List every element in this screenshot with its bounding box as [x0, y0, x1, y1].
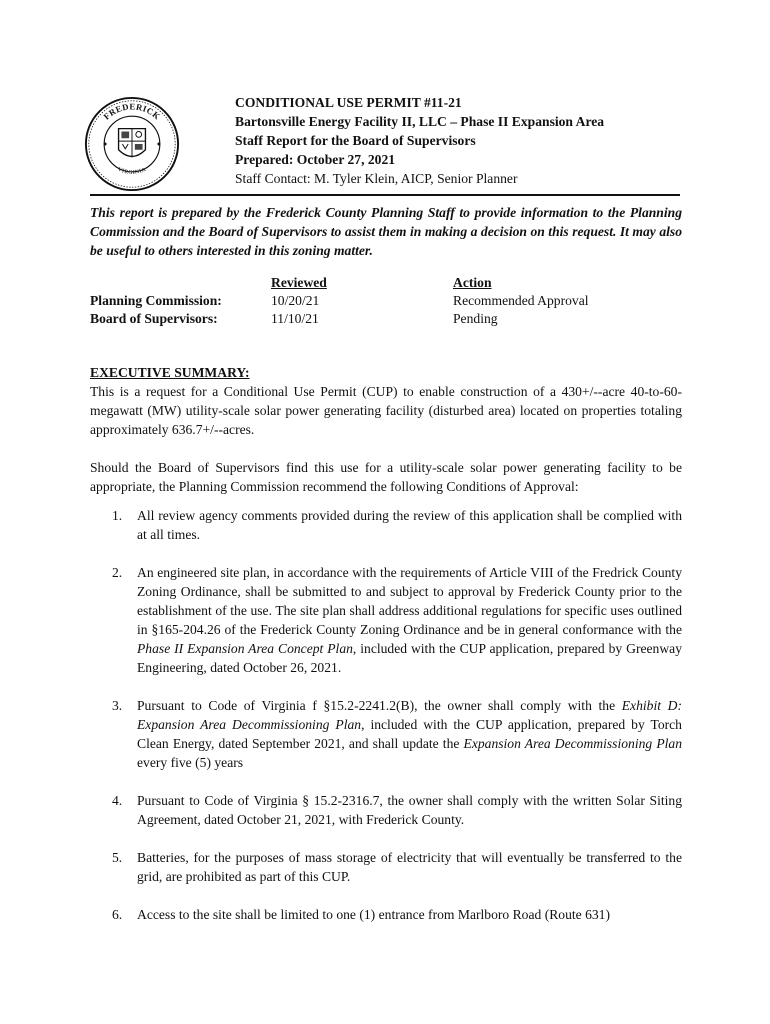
county-seal-icon [84, 96, 180, 192]
prepared-date: Prepared: October 27, 2021 [235, 152, 396, 167]
action-cell: Pending [453, 311, 498, 326]
summary-paragraph: This is a request for a Conditional Use Permit (CUP) to enable construction of a 430+/--acre 40-to-60-megawatt (MW) utility-scale solar power generating facility (disturbed area) located on properties totaling approximately 636.7+/--acres. [90, 384, 682, 437]
condition-emphasis: Expansion Area Decommissioning Plan [463, 736, 682, 751]
condition-number: 1. [112, 508, 123, 523]
condition-text: , included with the CUP application, prepared by Torch Clean Energy, dated September 2021, and shall update the [137, 717, 682, 751]
condition-text: Access to the site shall be limited to one (1) entrance from Marlboro Road (Route 631) [137, 907, 611, 922]
condition-number: 6. [112, 907, 123, 922]
action-header: Action [453, 275, 492, 290]
condition-item [90, 848, 682, 886]
condition-item [90, 696, 682, 772]
condition-emphasis: Exhibit D: Expansion Area Decommissioning Plan [137, 698, 682, 732]
reviewed-cell: 10/20/21 [271, 293, 320, 308]
condition-item [90, 791, 682, 829]
condition-text: All review agency comments provided during the review of this application shall be complied with at all times. [137, 508, 682, 542]
condition-text: An engineered site plan, in accordance with the requirements of Article VIII of the Fredrick County Zoning Ordinance, shall be submitted to and subject to approval by Frederick County prior to the establishment of the use. The site plan shall address additional regulations for specific uses outlined in §165-204.26 of the Frederick County Zoning Ordinance and be in general conformance with the [137, 565, 682, 637]
condition-text: , included with the CUP application, prepared by Greenway Engineering, dated October 26, 2021. [137, 641, 682, 675]
conditions-list [90, 506, 682, 924]
summary-heading: EXECUTIVE SUMMARY: [90, 365, 250, 380]
condition-number: 5. [112, 850, 123, 865]
condition-number: 3. [112, 698, 123, 713]
permit-title: CONDITIONAL USE PERMIT #11-21 [235, 95, 462, 110]
condition-item [90, 506, 682, 544]
condition-number: 4. [112, 793, 123, 808]
action-cell: Recommended Approval [453, 293, 589, 308]
header-divider [90, 194, 680, 196]
svg-text:FREDERICK: FREDERICK [101, 101, 163, 122]
condition-text: Pursuant to Code of Virginia f §15.2-2241.2(B), the owner shall comply with the [137, 698, 622, 713]
report-header [235, 93, 705, 188]
summary-paragraph: Should the Board of Supervisors find this use for a utility-scale solar power generating facility to be appropriate, the Planning Commission recommend the following Conditions of Approval: [90, 460, 682, 494]
condition-text: Pursuant to Code of Virginia § 15.2-2316.7, the owner shall comply with the written Solar Siting Agreement, dated October 21, 2021, with Frederick County. [137, 793, 682, 827]
executive-summary [90, 363, 682, 515]
condition-text: every five (5) years [137, 755, 244, 770]
condition-emphasis: Phase II Expansion Area Concept Plan [137, 641, 353, 656]
body-cell: Planning Commission: [90, 293, 222, 308]
reviewed-column [271, 274, 327, 328]
intro-paragraph: This report is prepared by the Frederick County Planning Staff to provide information to the Planning Commission and the Board of Supervisors to assist them in making a decision on this request. It may also be useful to others interested in this zoning matter. [90, 205, 682, 258]
condition-item [90, 905, 682, 924]
body-cell: Board of Supervisors: [90, 311, 218, 326]
condition-item [90, 563, 682, 677]
applicant-title: Bartonsville Energy Facility II, LLC – Phase II Expansion Area [235, 114, 605, 129]
condition-text: Batteries, for the purposes of mass storage of electricity that will eventually be transferred to the grid, are prohibited as part of this CUP. [137, 850, 682, 884]
reviewed-header: Reviewed [271, 275, 327, 290]
report-name: Staff Report for the Board of Supervisors [235, 133, 476, 148]
action-column [453, 274, 589, 328]
svg-text:VIRGINIA: VIRGINIA [116, 166, 148, 177]
staff-contact: Staff Contact: M. Tyler Klein, AICP, Senior Planner [235, 171, 518, 186]
reviewed-cell: 11/10/21 [271, 311, 319, 326]
body-column [90, 274, 222, 328]
condition-number: 2. [112, 565, 123, 580]
